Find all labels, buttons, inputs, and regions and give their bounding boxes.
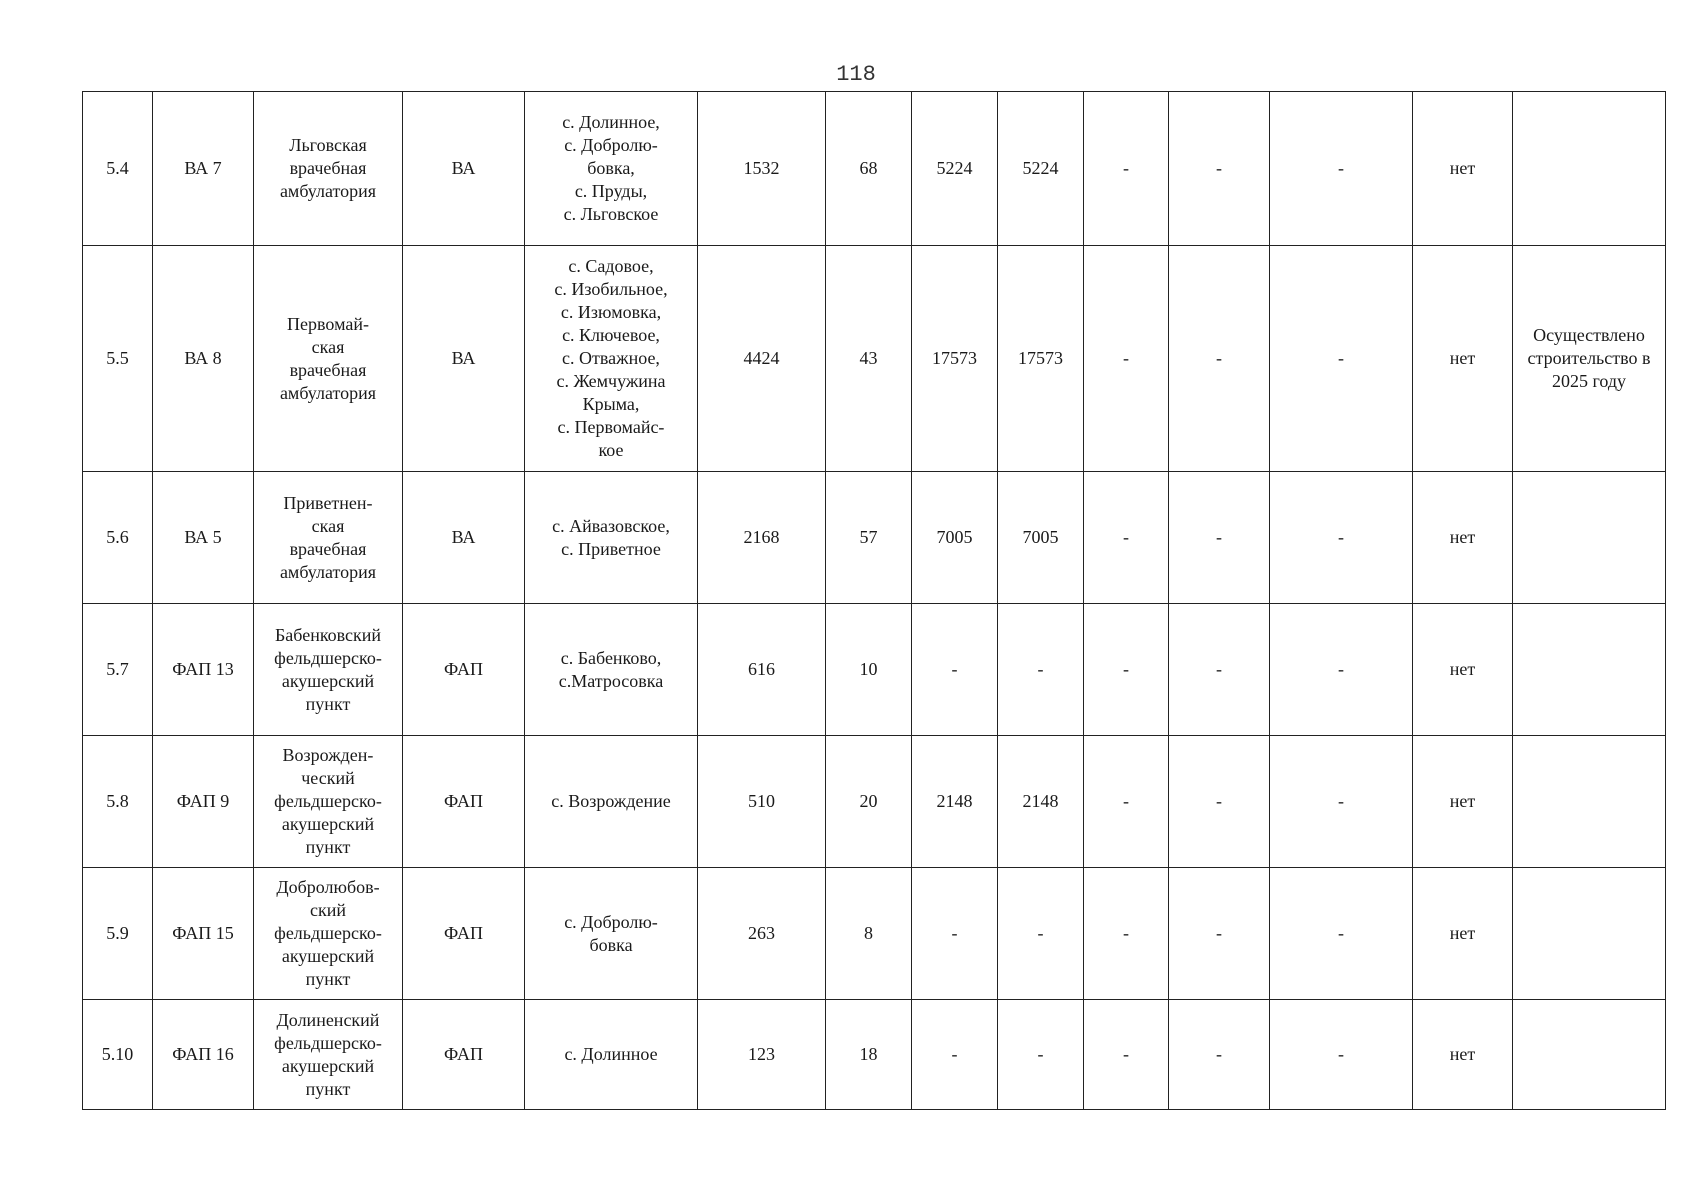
value-cell: - [1270,1000,1413,1110]
row-number-cell: 5.4 [83,92,153,246]
table-row [83,472,1666,604]
distance-cell: 10 [826,604,912,736]
status-cell: нет [1413,92,1513,246]
value-cell: - [1084,604,1169,736]
population-cell: 123 [698,1000,826,1110]
value-cell: - [1084,472,1169,604]
facility-type-cell: ВА [403,472,525,604]
row-number-cell: 5.10 [83,1000,153,1110]
value-cell: - [1169,736,1270,868]
value-cell: - [912,604,998,736]
population-cell: 1532 [698,92,826,246]
table-row [83,92,1666,246]
facility-name-cell: Возрожден- ческий фельдшерско- акушерский пункт [254,736,403,868]
value-cell: - [1270,92,1413,246]
value-cell: - [998,1000,1084,1110]
value-cell: - [1169,246,1270,472]
facility-code-cell: ВА 8 [153,246,254,472]
note-cell: Осуществлено строительство в 2025 году [1513,246,1666,472]
value-cell: 7005 [998,472,1084,604]
value-cell: - [1169,1000,1270,1110]
value-cell: - [1270,246,1413,472]
facility-code-cell: ВА 5 [153,472,254,604]
table-row [83,1000,1666,1110]
table-row [83,736,1666,868]
facility-type-cell: ФАП [403,604,525,736]
note-cell [1513,92,1666,246]
distance-cell: 18 [826,1000,912,1110]
page-number: 118 [836,62,876,87]
value-cell: - [1084,736,1169,868]
value-cell: - [1270,868,1413,1000]
facility-code-cell: ФАП 15 [153,868,254,1000]
note-cell [1513,604,1666,736]
value-cell: 17573 [912,246,998,472]
facility-name-cell: Добролюбов- ский фельдшерско- акушерский пункт [254,868,403,1000]
value-cell: - [1084,1000,1169,1110]
value-cell: 5224 [912,92,998,246]
settlements-cell: с. Долинное, с. Добролю- бовка, с. Пруды, с. Льговское [525,92,698,246]
facility-type-cell: ФАП [403,736,525,868]
value-cell: - [912,868,998,1000]
facility-type-cell: ВА [403,246,525,472]
value-cell: - [1270,736,1413,868]
note-cell [1513,472,1666,604]
population-cell: 616 [698,604,826,736]
population-cell: 4424 [698,246,826,472]
value-cell: - [1169,472,1270,604]
value-cell: 17573 [998,246,1084,472]
row-number-cell: 5.5 [83,246,153,472]
distance-cell: 20 [826,736,912,868]
value-cell: 7005 [912,472,998,604]
value-cell: - [1169,868,1270,1000]
value-cell: - [1084,868,1169,1000]
status-cell: нет [1413,472,1513,604]
note-cell [1513,1000,1666,1110]
settlements-cell: с. Возрождение [525,736,698,868]
value-cell: - [1270,604,1413,736]
table-row [83,868,1666,1000]
facility-code-cell: ФАП 13 [153,604,254,736]
value-cell: 2148 [912,736,998,868]
facility-type-cell: ФАП [403,1000,525,1110]
note-cell [1513,868,1666,1000]
row-number-cell: 5.9 [83,868,153,1000]
table-row [83,604,1666,736]
facility-code-cell: ФАП 16 [153,1000,254,1110]
facility-name-cell: Первомай- ская врачебная амбулатория [254,246,403,472]
row-number-cell: 5.6 [83,472,153,604]
settlements-cell: с. Садовое, с. Изобильное, с. Изюмовка, с. Ключевое, с. Отважное, с. Жемчужина Крыма, с. Первомайс- кое [525,246,698,472]
settlements-cell: с. Бабенково, с.Матросовка [525,604,698,736]
status-cell: нет [1413,868,1513,1000]
value-cell: - [998,868,1084,1000]
population-cell: 2168 [698,472,826,604]
facility-code-cell: ФАП 9 [153,736,254,868]
settlements-cell: с. Добролю- бовка [525,868,698,1000]
status-cell: нет [1413,604,1513,736]
facility-name-cell: Льговская врачебная амбулатория [254,92,403,246]
row-number-cell: 5.8 [83,736,153,868]
population-cell: 510 [698,736,826,868]
value-cell: - [912,1000,998,1110]
status-cell: нет [1413,246,1513,472]
value-cell: - [1169,92,1270,246]
facility-name-cell: Бабенковский фельдшерско- акушерский пункт [254,604,403,736]
status-cell: нет [1413,736,1513,868]
value-cell: - [1169,604,1270,736]
row-number-cell: 5.7 [83,604,153,736]
note-cell [1513,736,1666,868]
facility-code-cell: ВА 7 [153,92,254,246]
facilities-table [82,91,1666,1110]
status-cell: нет [1413,1000,1513,1110]
value-cell: 5224 [998,92,1084,246]
distance-cell: 8 [826,868,912,1000]
settlements-cell: с. Айвазовское, с. Приветное [525,472,698,604]
table-row [83,246,1666,472]
value-cell: - [1270,472,1413,604]
distance-cell: 68 [826,92,912,246]
value-cell: 2148 [998,736,1084,868]
value-cell: - [1084,246,1169,472]
facility-type-cell: ВА [403,92,525,246]
facility-type-cell: ФАП [403,868,525,1000]
distance-cell: 57 [826,472,912,604]
value-cell: - [998,604,1084,736]
settlements-cell: с. Долинное [525,1000,698,1110]
facility-name-cell: Приветнен- ская врачебная амбулатория [254,472,403,604]
population-cell: 263 [698,868,826,1000]
facility-name-cell: Долиненский фельдшерско- акушерский пункт [254,1000,403,1110]
value-cell: - [1084,92,1169,246]
distance-cell: 43 [826,246,912,472]
